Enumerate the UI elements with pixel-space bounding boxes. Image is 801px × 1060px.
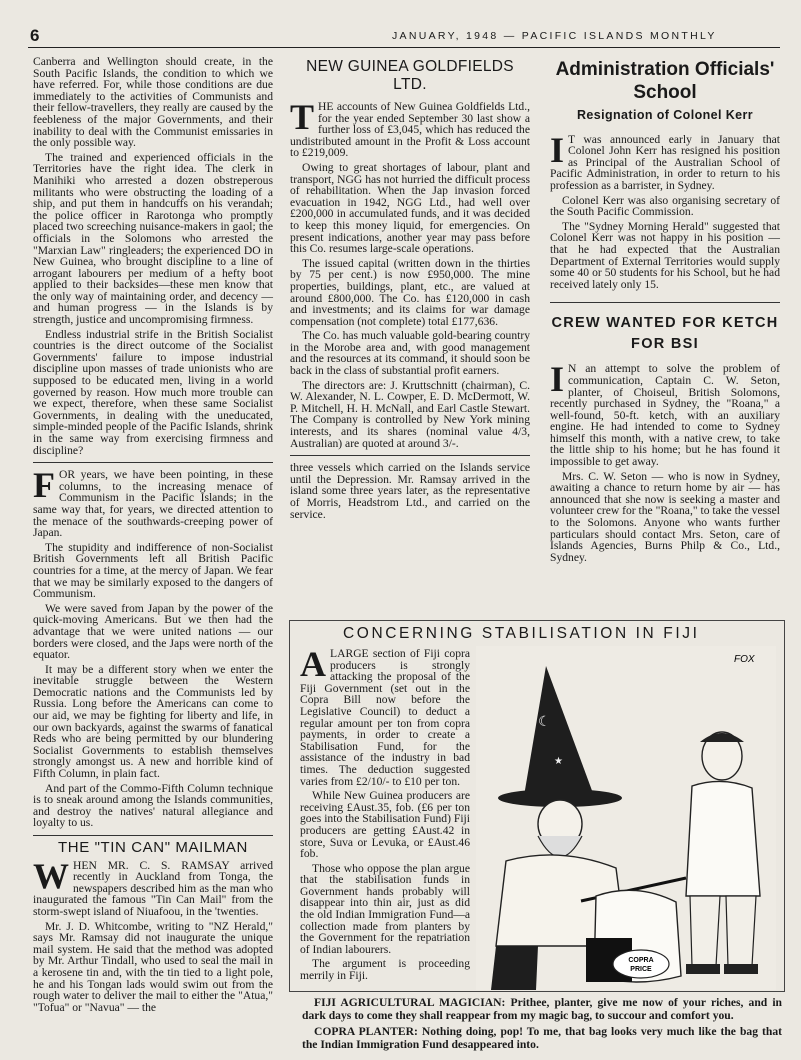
cartoon-caption bbox=[302, 997, 782, 1055]
article-title-tin-can: THE "TIN CAN" MAILMAN bbox=[58, 839, 248, 856]
paragraph-text: HEN MR. C. S. RAMSAY arrived recently in Auckland from Tonga, the newspapers described him as the man who inaugurated the famous "Tin Can Mail" from the storm-swept island of Niuafoou, in the 'twenties. bbox=[33, 858, 273, 918]
article-title-crew: CREW WANTED FOR KETCH FOR BSI bbox=[551, 315, 779, 353]
planter-leg bbox=[690, 896, 720, 966]
divider bbox=[290, 455, 530, 456]
paragraph: The directors are: J. Kruttschnitt (chairman), C. W. Alexander, N. L. Cowper, E. D. McDermott, W. P. Mitchell, H. H. McNall, and Earl Castle Stewart. The Company is controlled by New York mining interests, and its shares (nominal value 4/3, Australian) are quoted at around 3/-. bbox=[290, 378, 530, 450]
caption-line: COPRA PLANTER: Nothing doing, pop! To me, that bag looks very much like the bag that the Indian Immigration Fund desappeared into. bbox=[302, 1025, 782, 1051]
stabilisation-text bbox=[300, 644, 470, 985]
paragraph-text: T was announced early in January that Colonel John Kerr has resigned his position as Principal of the Australian School of Pacific Administration, in order to return to his profession as a barrister, in Sydney. bbox=[550, 132, 780, 192]
paragraph-continued: three vessels which carried on the Islands service until the Depression. Mr. Ramsay arrived in the island some three years later, as the representative of Morris, Headstrom Ltd., and carried on the service. bbox=[290, 461, 530, 521]
paragraph bbox=[33, 855, 273, 918]
paragraph: And part of the Commo-Fifth Column technique is to sneak around among the Islands communities, and destroy the natives' natural allegiance and loyalty to us. bbox=[33, 781, 273, 830]
magician-trousers bbox=[491, 946, 538, 990]
drop-cap: T bbox=[290, 97, 315, 137]
divider bbox=[33, 462, 273, 463]
planter-shirt bbox=[686, 781, 760, 896]
paragraph: Colonel Kerr was also organising secretary of the South Pacific Commission. bbox=[550, 193, 780, 219]
article-subtitle: Resignation of Colonel Kerr bbox=[576, 108, 754, 122]
paragraph: The stupidity and indifference of non-Socialist British Governments left all British Pacific countries for a time, at the mercy of Japan. We fear that we may be similarly exposed to the dangers of Communism. bbox=[33, 540, 273, 601]
paragraph: Mrs. C. W. Seton — who is now in Sydney, awaiting a chance to return home by air — has announced that she now is seeking a master and volunteer crew for the "Roana," to take the vessel to the Solomons. Anyone who wants further particulars should contact Mrs. Seton, care of Islands Agencies, Burns Philp & Co., Ltd., Sydney. bbox=[550, 469, 780, 564]
article-title-stabilisation: CONCERNING STABILISATION IN FIJI bbox=[343, 625, 700, 642]
paragraph: Owing to great shortages of labour, plant and transport, NGG has not hurried the difficult process of rehabilitation. When the Jap invasion forced evacuation in 1942, NGG Ltd., had well over £200,000 in accumulated funds, and it was decided to keep this money liquid, for emergencies. On present indications, another year may pass before this Co. resumes large-scale operations. bbox=[290, 160, 530, 256]
running-head: JANUARY, 1948 — PACIFIC ISLANDS MONTHLY bbox=[392, 30, 717, 42]
paragraph: Mr. J. D. Whitcombe, writing to "NZ Herald," says Mr. Ramsay did not inaugurate the unique mail system. He said that the method was adopted by Mr. Arthur Tindall, who used to seal the mail in a kerosene tin and, with the tin tied to a light pole, he and his Tongan lads would swim out from the rough water to deliver the mail to either the "Atua," "Tofua" or "Navua" — the bbox=[33, 919, 273, 1014]
paragraph: The Co. has much valuable gold-bearing country in the Morobe area and, with good management and the resources at its command, it should soon be back in the class of substantial profit earners. bbox=[290, 329, 530, 378]
cartoonist-signature: FOX bbox=[734, 654, 755, 665]
column-right bbox=[550, 58, 780, 566]
paragraph: The "Sydney Morning Herald" suggested that Colonel Kerr was not happy in his position — that he had expected that the Australian Department of External Territories would supply some 40 or 50 students for his School, but he had received lately only 15. bbox=[550, 219, 780, 291]
paragraph-text: LARGE section of Fiji copra producers is strongly attacking the proposal of the Fiji Government (set out in the Copra Bill now before the Legislative Council) to deduct a regular amount per ton from copra payments, in order to create a Stabilisation Fund, for the assistance of the industry in bad times. The deduction suggested varies from £2/10/- to £10 per ton. bbox=[300, 647, 470, 788]
article-title-goldfields: NEW GUINEA GOLDFIELDS LTD. bbox=[306, 58, 514, 93]
drop-cap: A bbox=[300, 644, 326, 684]
paragraph: The issued capital (written down in the thirties by 75 per cent.) is now £950,000. The mine properties, buildings, plant, etc., are valued at around £800,000. The Co. has £120,000 in cash and investments; and its claims for war damage compensation (not complete) total £177,636. bbox=[290, 256, 530, 328]
paragraph-text: HE accounts of New Guinea Goldfields Ltd., for the year ended September 30 last show a further loss of £3,045, which has reduced the undistributed amount in the Profit & Loss account to £219,009. bbox=[290, 100, 530, 160]
paragraph: While New Guinea producers are receiving £Aust.35, fob. (£6 per ton goes into the Stabilisation Fund) Fiji producers are getting £Aust.42 in store, Suva or Levuka, or £Aust.46 fob. bbox=[300, 789, 470, 861]
paragraph bbox=[290, 97, 530, 160]
drop-cap: F bbox=[33, 465, 55, 506]
paragraph bbox=[550, 129, 780, 192]
drop-cap: I bbox=[550, 359, 565, 400]
bag-label: COPRA bbox=[628, 957, 654, 964]
paragraph-text: OR years, we have been pointing, in these columns, to the increasing menace of Communism in the Pacific Islands; in the same way that, for years, we directed attention to the menace of the southwards-creeping power of Japan. bbox=[33, 468, 273, 540]
paragraph: Those who oppose the plan argue that the stabilisation funds in Government hands probably will disappear into thin air, just as did the old Indian Immigration Fund—a collection made from planters by the Government for the repatriation of Indian labourers. bbox=[300, 861, 470, 956]
paragraph bbox=[300, 644, 470, 788]
column-middle bbox=[290, 58, 530, 523]
divider bbox=[33, 835, 273, 836]
article-title-school: Administration Officials' School bbox=[555, 59, 775, 103]
paragraph bbox=[550, 359, 780, 469]
paragraph-text: N an attempt to solve the problem of communication, Captain C. W. Seton, planter, of Choiseul, British Solomons, recently purchased in Sydney, the "Roana," a well-found, 50-ft. ketch, with an auxiliary engine. He had intended to come to Sydney himself this month, with a native crew, to take the little ship to his home; but he has found it impossible to get away. bbox=[550, 362, 780, 469]
planter-shoe bbox=[724, 964, 758, 974]
divider bbox=[550, 302, 780, 303]
paragraph bbox=[33, 465, 273, 540]
drop-cap: W bbox=[33, 855, 69, 896]
caption-line: FIJI AGRICULTURAL MAGICIAN: Prithee, planter, give me now of your riches, and in dark days to come they shall reappear from my magic bag, to succour and comfort you. bbox=[302, 996, 782, 1022]
header-rule bbox=[28, 47, 780, 48]
paragraph: It may be a different story when we enter the inevitable struggle between the Western Democratic nations and the Communists led by Russia. Long before the Americans can come to our aid, we may be fighting for liberty and life, in our own backyards, against the swarms of fanatical Reds who are being permitted by our blundering Socialist Governments to establish themselves strongly amongst us. A new and horrible kind of Fifth Column, in plain fact. bbox=[33, 662, 273, 781]
page-number: 6 bbox=[30, 26, 40, 45]
political-cartoon bbox=[476, 646, 776, 990]
copra-price-sack bbox=[613, 950, 669, 978]
star-icon: ★ bbox=[554, 756, 563, 767]
planter-leg bbox=[726, 896, 756, 966]
paragraph: The argument is proceeding merrily in Fiji. bbox=[300, 957, 470, 983]
paragraph: The trained and experienced officials in the Territories have the right idea. The clerk in Manihiki who arrested a dozen obstreperous militants who were obstructing the loading of a ship, and put them in handcuffs on his verandah; the police officer in Rarotonga who promptly placed two screeching nuisance-makers in gaol; the officials in the Solomons who arrested the "Marxian Law" ringleaders; the experienced DO in New Guinea, who brought discipline to a line of arrogant labourers per medium of a hefty boot applied to their backsides—these men know that the only way of maintaining order, and decency — and human progress — in the Islands is by strength, justice and uncompromising firmness. bbox=[33, 150, 273, 327]
paragraph: We were saved from Japan by the power of the quick-moving Americans. But we then had the advantage that we were united nations — our borders were closed, and the Japs were north of the equator. bbox=[33, 601, 273, 662]
moon-icon: ☾ bbox=[538, 715, 551, 730]
planter-shoe bbox=[686, 964, 720, 974]
drop-cap: I bbox=[550, 129, 565, 170]
column-left bbox=[33, 56, 273, 1013]
paragraph: Endless industrial strife in the British Socialist countries is the direct outcome of the Socialist Governments' failure to impose industrial discipline upon masses of trade unionists who are supposed to be educated men, living in a world governed by reason. How much more trouble can we expect, therefore, when these same Socialist Governments, in dealing with the uneducated, simple-minded people of the Pacific Islands, shrink in the same way from exercising firmness and discipline? bbox=[33, 327, 273, 457]
paragraph: Canberra and Wellington should create, in the South Pacific Islands, the condition to which we have referred. For, while those conditions are due immediately to the activities of Communists and their fellow-travellers, they really are caused by the feebleness of the major Governments, and their inability to deal with the Communist emissaries in the only possible way. bbox=[33, 55, 273, 150]
bag-label: PRICE bbox=[630, 966, 652, 973]
